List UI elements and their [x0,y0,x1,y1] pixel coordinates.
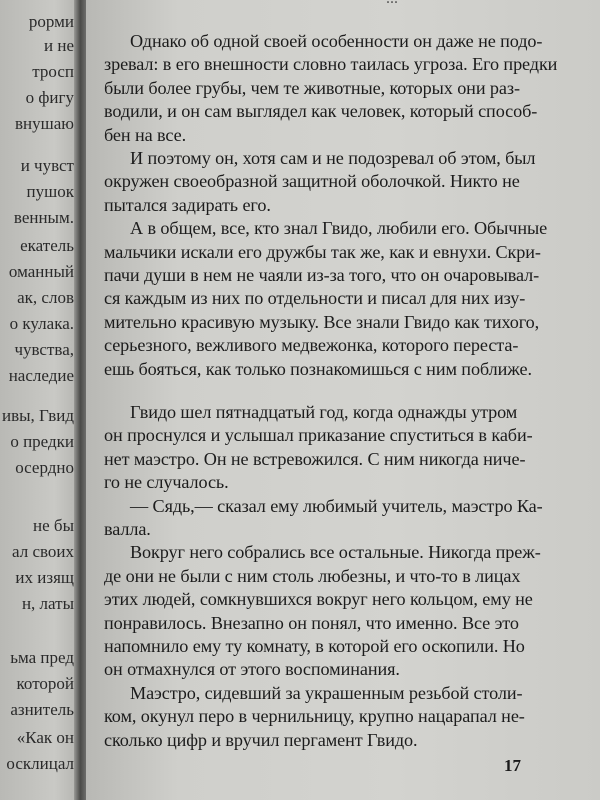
left-fragment: ьма пред [10,648,74,667]
left-fragment: осердно [15,458,74,477]
text-line: он проснулся и услышал приказание спуститься в каби- [104,425,533,446]
text-line: серьезного, вежливого медвежонка, которого переста- [104,335,519,356]
text-line: ешь бояться, как только познакомишься с ним поближе. [104,358,532,379]
left-page [0,0,78,800]
text-line: окружен своеобразной защитной оболочкой. Никто не [104,171,520,192]
text-line: нет маэстро. Он не встревожился. С ним никогда ниче- [104,448,526,469]
text-line: мительно красивую музыку. Все знали Гвидо как тихого, [104,311,540,332]
text-line: пытался задирать его. [104,194,271,215]
text-line: ком, окунул перо в чернильницу, крупно нацарапал не- [104,706,525,727]
left-fragment: ивы, Гвид [1,406,74,425]
cut-off-header [386,0,398,8]
left-fragment: и чувст [20,156,74,175]
left-fragment: их изящ [15,568,74,587]
left-fragment: ал своих [12,542,74,561]
left-fragment: н, латы [21,594,74,613]
text-line: ся каждым из них по отдельности и писал для них изу- [104,288,526,309]
left-fragment: чувства, [14,340,74,359]
left-fragment: о фигу [25,88,74,107]
left-fragment: екатель [20,236,74,255]
text-line: сколько цифр и вручил пергамент Гвидо. [104,729,418,750]
text-line: Маэстро, сидевший за украшенным резьбой столи- [130,682,523,703]
left-fragment: наследие [8,366,74,385]
text-line: А в общем, все, кто знал Гвидо, любили его. Обычные [130,218,548,239]
page-number: 17 [504,756,521,775]
left-fragment: осклицал [6,754,74,773]
text-line: пачи души в нем не чаяли из-за того, что он очаровывал- [104,265,540,285]
left-fragment: пушок [26,182,74,201]
text-line: де они не были с ним столь любезны, и что-то в лицах [104,565,521,586]
text-line: Однако об одной своей особенности он даже не подо- [130,31,543,51]
left-fragment: внушаю [15,114,74,133]
left-fragment: «Как он [16,728,74,747]
left-fragment: тросп [32,62,74,81]
left-fragment: о предки [10,432,74,451]
text-line: этих людей, сомкнувшихся вокруг него кольцом, ему не [104,589,533,610]
text-line: го не случалось. [104,472,229,493]
text-line: он отмахнулся от этого воспоминания. [104,659,400,680]
text-line: мальчики искали его дружбы так же, как и евнухи. Скри- [104,241,541,262]
text-line: — Сядь,— сказал ему любимый учитель, маэстро Ка- [130,495,543,516]
text-line: Вокруг него собрались все остальные. Никогда преж- [130,542,541,563]
left-fragment: оманный [8,262,74,281]
left-fragment: не бы [33,516,74,535]
left-fragment: и не [44,36,74,55]
left-fragment: венным. [13,208,74,227]
text-line: напомнило ему ту комнату, в которой его оскопили. Но [104,636,525,656]
left-fragment: ак, слов [17,288,74,307]
text-line: валла. [104,519,151,539]
text-line: Гвидо шел пятнадцатый год, когда однажды утром [130,402,518,422]
text-line: водили, и он сам выглядел как человек, который способ- [104,101,538,122]
text-line: были более грубы, чем те животные, которых они раз- [104,77,520,98]
text-line: зревал: в его внешности словно таилась угроза. Его предки [104,54,558,75]
text-line: И поэтому он, хотя сам и не подозревал об этом, был [130,148,536,168]
left-fragment: рорми [28,12,74,31]
right-page [86,0,600,800]
left-fragment: которой [16,674,74,693]
text-line: понравилось. Внезапно он понял, что именно. Все это [104,612,519,633]
left-fragment: о кулака. [9,314,74,333]
left-fragment: азнитель [10,700,74,719]
text-line: бен на все. [104,124,187,145]
